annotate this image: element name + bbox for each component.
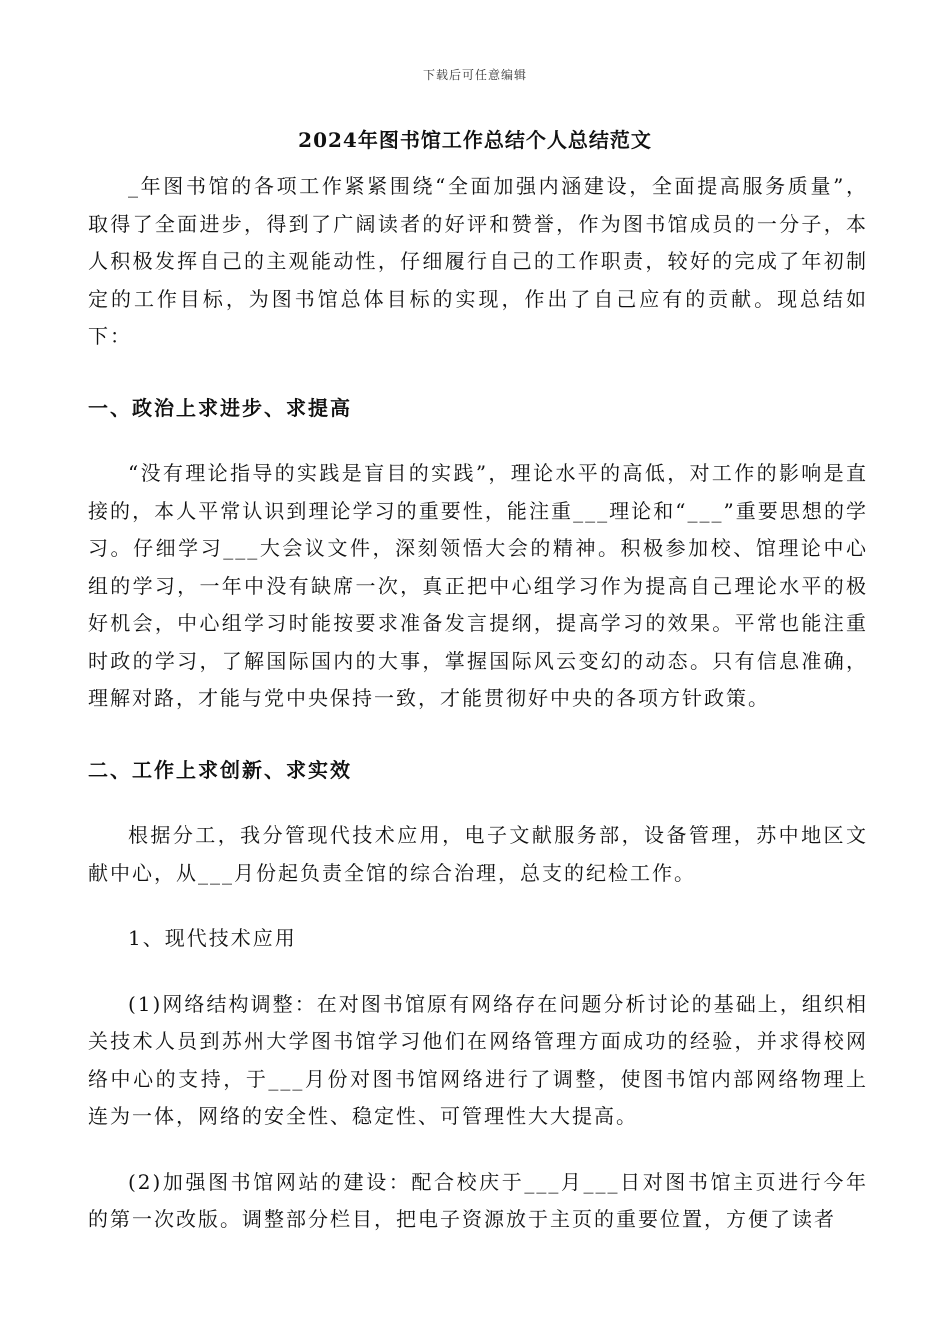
website-paragraph: (2)加强图书馆网站的建设：配合校庆于___月___日对图书馆主页进行今年的第一次改版。调整部分栏目，把电子资源放于主页的重要位置，方便了读者 xyxy=(88,1169,868,1231)
intro-paragraph: _年图书馆的各项工作紧紧围绕“全面加强内涵建设，全面提高服务质量”，取得了全面进步，得到了广阔读者的好评和赞誉，作为图书馆成员的一分子，本人积极发挥自己的主观能动性，仔细履行自己的工作职责，较好的完成了年初制定的工作目标，为图书馆总体目标的实现，作出了自己应有的贡献。现总结如下： xyxy=(88,174,868,348)
document-body xyxy=(88,168,868,1239)
work-paragraph: 根据分工，我分管现代技术应用，电子文献服务部，设备管理，苏中地区文献中心，从___月份起负责全馆的综合治理，总支的纪检工作。 xyxy=(88,823,868,885)
section-heading-work: 二、工作上求创新、求实效 xyxy=(88,757,352,782)
politics-paragraph: “没有理论指导的实践是盲目的实践”，理论水平的高低，对工作的影响是直接的，本人平常认识到理论学习的重要性，能注重___理论和“___”重要思想的学习。仔细学习___大会议文件，深刻领悟大会的精神。积极参加校、馆理论中心组的学习，一年中没有缺席一次，真正把中心组学习作为提高自己理论水平的极好机会，中心组学习时能按要求准备发言提纲，提高学习的效果。平常也能注重时政的学习，了解国际国内的大事，掌握国际风云变幻的动态。只有信息准确，理解对路，才能与党中央保持一致，才能贯彻好中央的各项方针政策。 xyxy=(88,461,868,710)
header-note: 下载后可任意编辑 xyxy=(422,68,527,82)
section-heading-politics: 一、政治上求进步、求提高 xyxy=(88,395,352,420)
network-paragraph: (1)网络结构调整：在对图书馆原有网络存在问题分析讨论的基础上，组织相关技术人员到苏州大学图书馆学习他们在网络管理方面成功的经验，并求得校网络中心的支持，于___月份对图书馆网络进行了调整，使图书馆内部网络物理上连为一体，网络的安全性、稳定性、可管理性大大提高。 xyxy=(88,991,868,1128)
document-title: 2024年图书馆工作总结个人总结范文 xyxy=(298,128,652,152)
subheading-tech: 1、现代技术应用 xyxy=(128,926,297,950)
